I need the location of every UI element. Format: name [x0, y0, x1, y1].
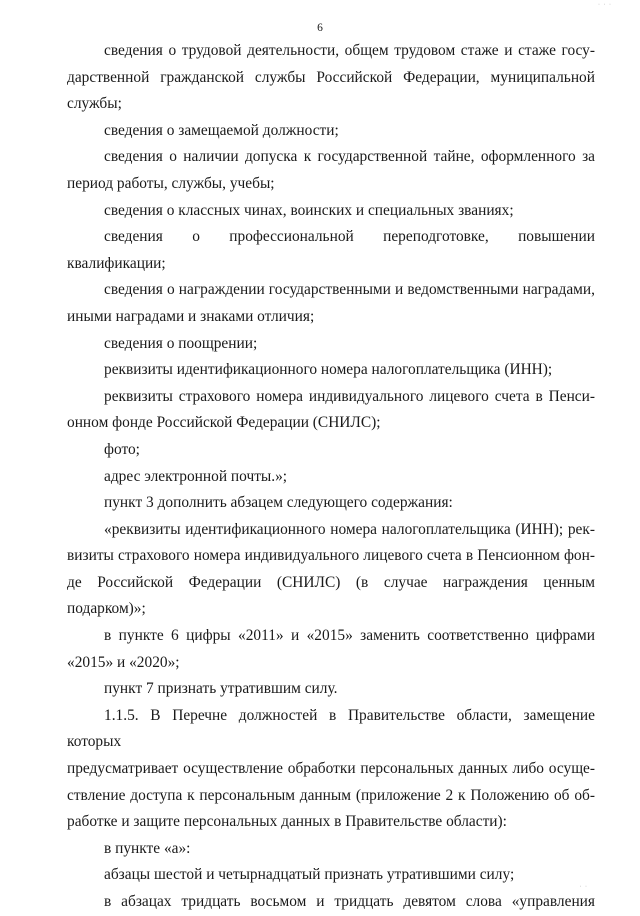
paragraph [67, 38, 595, 118]
paragraph [67, 862, 595, 889]
paragraph-line: онном фонде Российской Федерации (СНИЛС); [67, 414, 381, 432]
paragraph [67, 277, 595, 330]
paragraph-line: 1.1.5. В Перечне должностей в Правительстве области, замещение которых [67, 706, 595, 751]
paragraph-line: сведения о трудовой деятельности, общем трудовом стаже и стаже госу- [104, 42, 595, 59]
paragraph [67, 437, 595, 464]
paragraph-line: сведения о классных чинах, воинских и специальных званиях; [104, 201, 514, 219]
paragraph [67, 357, 595, 384]
paragraph-line: пункт 3 дополнить абзацем следующего содержания: [104, 494, 453, 512]
paragraph-line: дарственной гражданской службы Российской Федерации, муниципальной [67, 68, 595, 86]
paragraph-line: в пункте «а»: [104, 839, 191, 857]
paragraph-line: сведения о поощрении; [104, 334, 258, 352]
paragraph [67, 331, 595, 358]
paragraph-line: де Российской Федерации (СНИЛС) (в случае награждения ценным подарком)»; [67, 573, 595, 618]
paragraph [67, 490, 595, 517]
paragraph [67, 676, 595, 703]
paragraph-line: «2015» и «2020»; [67, 653, 180, 671]
paragraph [67, 836, 595, 863]
paragraph [67, 889, 595, 916]
paragraph-line: реквизиты страхового номера индивидуального лицевого счета в Пенси- [104, 387, 595, 405]
paragraph-line: в пункте 6 цифры «2011» и «2015» заменить соответственно цифрами [104, 627, 595, 645]
paragraph [67, 384, 595, 437]
paragraph [67, 623, 595, 676]
paragraph-line: пункт 7 признать утратившим силу. [104, 680, 338, 698]
paragraph-line: службы; [67, 95, 122, 113]
paragraph [67, 224, 595, 277]
paragraph-line: иными наградами и знаками отличия; [67, 307, 315, 325]
paragraph-line: сведения о профессиональной переподготовке, повышении квалификации; [67, 228, 595, 272]
paragraph [67, 198, 595, 225]
paragraph-line: сведения о наличии допуска к государственной тайне, оформленного за [104, 148, 595, 166]
paragraph-line: абзацы шестой и четырнадцатый признать утратившими силу; [104, 866, 515, 884]
paragraph-line: предусматривает осуществление обработки персональных данных либо осуще- [67, 760, 595, 778]
paragraph-line: визиты страхового номера индивидуального лицевого счета в Пенсионном фон- [67, 547, 595, 565]
paragraph [67, 703, 595, 836]
paragraph-line: фото; [104, 440, 140, 458]
paragraph-line: сведения о награждении государственными и ведомственными наградами, [104, 281, 595, 299]
paragraph [67, 517, 595, 623]
paragraph-line: сведения о замещаемой должности; [104, 121, 339, 139]
scan-artifact-mark: · · [579, 884, 588, 890]
page-number: 6 [317, 22, 323, 34]
document-body [67, 38, 595, 916]
paragraph-line: «реквизиты идентификационного номера налогоплательщика (ИНН); рек- [104, 520, 595, 538]
paragraph-line: период работы, службы, учебы; [67, 174, 275, 192]
paragraph-line: реквизиты идентификационного номера налогоплательщика (ИНН); [104, 361, 553, 379]
paragraph [67, 144, 595, 197]
paragraph-line: ствление доступа к персональным данным (приложение 2 к Положению об об- [67, 786, 595, 804]
scan-artifact-mark: · · · [598, 2, 612, 8]
paragraph [67, 118, 595, 145]
paragraph-line: адрес электронной почты.»; [104, 467, 288, 485]
paragraph-line: работке и защите персональных данных в Правительстве области): [67, 813, 507, 831]
paragraph [67, 464, 595, 491]
paragraph-line: в абзацах тридцать восьмом и тридцать девятом слова «управления [104, 893, 595, 910]
